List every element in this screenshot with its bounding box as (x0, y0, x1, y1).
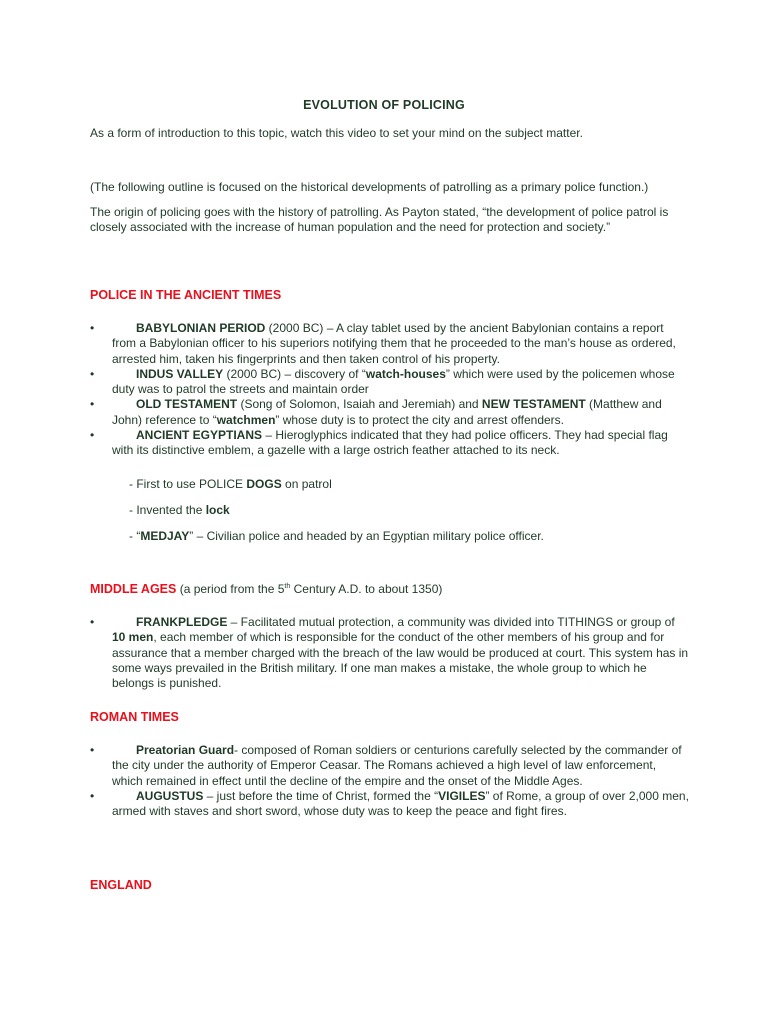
bullet-icon: • (90, 397, 95, 412)
intro-paragraph: As a form of introduction to this topic, watch this video to set your mind on the subject matter. (90, 126, 583, 140)
roman-list (90, 743, 690, 819)
sub-item-medjay: - “MEDJAY” – Civilian police and headed by an Egyptian military police officer. (129, 529, 544, 543)
bullet-icon: • (90, 366, 95, 381)
term-babylonian: BABYLONIAN PERIOD (136, 321, 266, 335)
list-item-egyptians: • ANCIENT EGYPTIANS – Hieroglyphics indicated that they had police officers. They had special flag with its distinctive emblem, a gazelle with a large ostrich feather attached to its neck. (90, 428, 668, 458)
document-title: EVOLUTION OF POLICING (303, 98, 465, 112)
sub-item-dogs: - First to use POLICE DOGS on patrol (129, 477, 332, 491)
outline-note: (The following outline is focused on the historical developments of patrolling as a primary police function.) (90, 180, 649, 194)
heading-middle-ages: MIDDLE AGES (a period from the 5th Century A.D. to about 1350) (90, 582, 443, 596)
bullet-icon: • (90, 321, 95, 335)
origin-paragraph: The origin of policing goes with the history of patrolling. As Payton stated, “the development of police patrol is closely associated with the increase of human population and the need for protection and society.” (90, 205, 669, 234)
middle-ages-list (90, 615, 690, 691)
heading-roman-times: ROMAN TIMES (90, 710, 179, 724)
bullet-icon: • (90, 788, 95, 803)
list-item-augustus: • AUGUSTUS – just before the time of Christ, formed the “VIGILES” of Rome, a group of over 2,000 men, armed with staves and short sword, whose duty was to keep the peace and fight fires. (90, 788, 689, 819)
ancient-list (90, 321, 690, 459)
list-item-indus: • INDUS VALLEY (2000 BC) – discovery of “watch-houses” which were used by the policemen whose duty was to patrol the streets and maintain order (90, 366, 675, 397)
list-item-old-testament: • OLD TESTAMENT (Song of Solomon, Isaiah and Jeremiah) and NEW TESTAMENT (Matthew and John) reference to “watchmen” whose duty is to protect the city and arrest offenders. (90, 397, 662, 427)
bullet-icon: • (90, 615, 95, 629)
list-item-frankpledge: • FRANKPLEDGE – Facilitated mutual protection, a community was divided into TITHINGS or group of 10 men, each member of which is responsible for the conduct of the other members of his group and for assurance that a member charged with the breach of the law would be produced at court. This system has in some ways prevailed in the British military. If one man makes a mistake, the whole group to which he belongs is punished. (90, 615, 689, 691)
heading-england: ENGLAND (90, 878, 152, 892)
sub-item-lock: - Invented the lock (129, 503, 230, 517)
term-egyptians: ANCIENT EGYPTIANS (136, 428, 263, 443)
bullet-icon: • (90, 428, 95, 443)
term-frankpledge: FRANKPLEDGE (136, 615, 228, 629)
term-augustus: AUGUSTUS (136, 788, 204, 803)
heading-ancient-times: POLICE IN THE ANCIENT TIMES (90, 288, 282, 302)
term-indus: INDUS VALLEY (136, 366, 224, 381)
term-preatorian-guard: Preatorian Guard (136, 743, 235, 757)
bullet-icon: • (90, 743, 95, 757)
term-old-testament: OLD TESTAMENT (136, 397, 238, 412)
list-item-babylonian: • BABYLONIAN PERIOD (2000 BC) – A clay tablet used by the ancient Babylonian contains a report from a Babylonian officer to his superiors notifying them that he proceeded to the man’s house as ordered, arrested him, taken his fingerprints and then taken control of his property. (90, 321, 676, 366)
list-item-preatorian-guard: • Preatorian Guard- composed of Roman soldiers or centurions carefully selected by the commander of the city under the authority of Emperor Ceasar. The Romans achieved a high level of law enforcement, which remained in effect until the decline of the empire and the onset of the Middle Ages. (90, 743, 682, 788)
